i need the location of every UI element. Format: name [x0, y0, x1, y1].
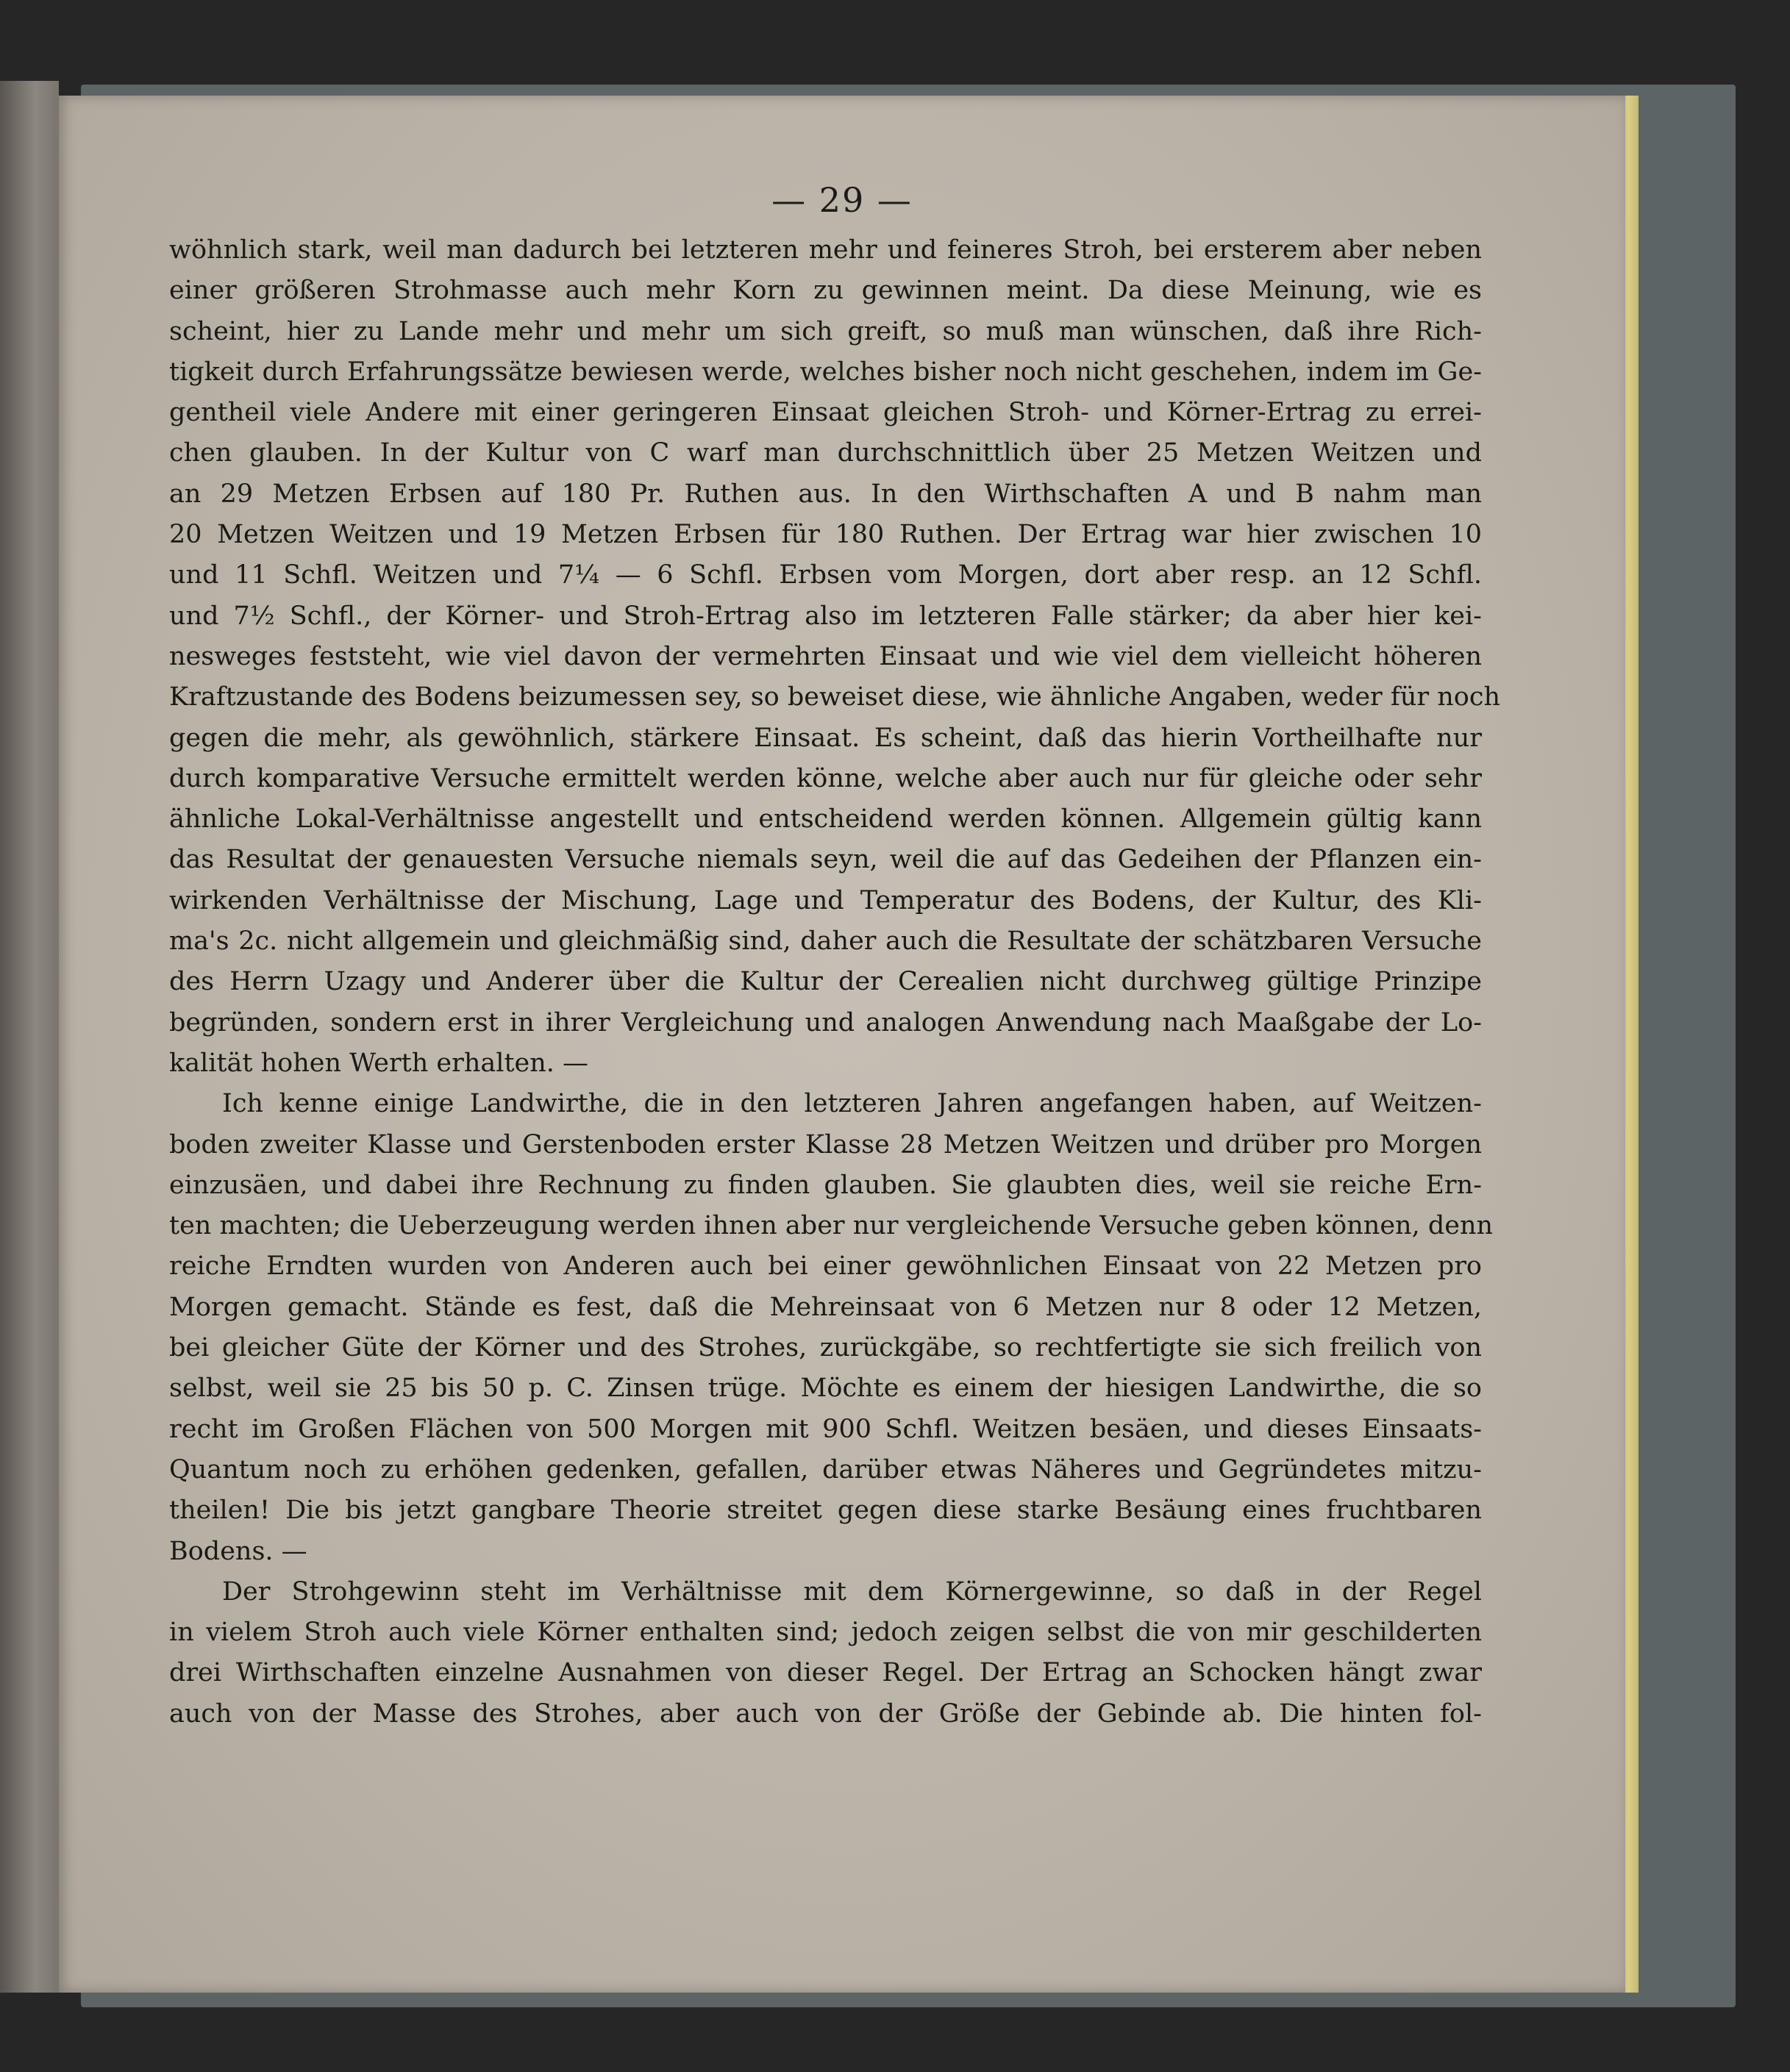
body-text: [169, 230, 1501, 1735]
text-line: chen glauben. In der Kultur von C warf man durchschnittlich über 25 Metzen Weitzen und: [169, 438, 1482, 468]
text-line: scheint, hier zu Lande mehr und mehr um sich greift, so muß man wünschen, daß ihre Rich-: [169, 316, 1482, 346]
text-line: einzusäen, und dabei ihre Rechnung zu finden glauben. Sie glaubten dies, weil sie reiche Ern-: [169, 1170, 1482, 1200]
text-line: selbst, weil sie 25 bis 50 p. C. Zinsen trüge. Möchte es einem der hiesigen Landwirthe, die so: [169, 1373, 1482, 1404]
text-line: nesweges feststeht, wie viel davon der vermehrten Einsaat und wie viel dem vielleicht höheren: [169, 641, 1482, 671]
text-line: gentheil viele Andere mit einer geringeren Einsaat gleichen Stroh- und Körner-Ertrag zu errei-: [169, 398, 1482, 428]
text-line: recht im Großen Flächen von 500 Morgen mit 900 Schfl. Weitzen besäen, und dieses Einsaats-: [169, 1414, 1482, 1444]
text-line: Quantum noch zu erhöhen gedenken, gefallen, darüber etwas Näheres und Gegründetes mitzu-: [169, 1454, 1482, 1485]
text-line: reiche Erndten wurden von Anderen auch bei einer gewöhnlichen Einsaat von 22 Metzen pro: [169, 1251, 1482, 1282]
text-line: kalität hohen Werth erhalten. —: [169, 1048, 589, 1078]
book-page: [59, 96, 1625, 1993]
text-line: gegen die mehr, als gewöhnlich, stärkere Einsaat. Es scheint, daß das hierin Vortheilhafte nur: [169, 723, 1482, 753]
text-line: des Herrn Uzagy und Anderer über die Kultur der Cerealien nicht durchweg gültige Prinzipe: [169, 967, 1482, 997]
text-line: durch komparative Versuche ermittelt werden könne, welche aber auch nur für gleiche oder sehr: [169, 763, 1482, 793]
text-line: theilen! Die bis jetzt gangbare Theorie streitet gegen diese starke Besäung eines fruchtbaren: [169, 1496, 1482, 1526]
text-line: ähnliche Lokal-Verhältnisse angestellt und entscheidend werden können. Allgemein gültig kann: [169, 804, 1482, 835]
text-line: 20 Metzen Weitzen und 19 Metzen Erbsen für 180 Ruthen. Der Ertrag war hier zwischen 10: [169, 520, 1482, 550]
text-line: wirkenden Verhältnisse der Mischung, Lage und Temperatur des Bodens, der Kultur, des Kli-: [169, 885, 1482, 915]
text-line: tigkeit durch Erfahrungssätze bewiesen werde, welches bisher noch nicht geschehen, indem im Ge-: [169, 357, 1482, 387]
book-spine-edge: [0, 81, 59, 1993]
text-line: Morgen gemacht. Stände es fest, daß die Mehreinsaat von 6 Metzen nur 8 oder 12 Metzen,: [169, 1292, 1482, 1322]
text-line: Bodens. —: [169, 1536, 307, 1566]
text-line: drei Wirthschaften einzelne Ausnahmen von dieser Regel. Der Ertrag an Schocken hängt zwar: [169, 1658, 1482, 1688]
text-line: Der Strohgewinn steht im Verhältnisse mit dem Körnergewinne, so daß in der Regel: [222, 1576, 1482, 1607]
text-line: boden zweiter Klasse und Gerstenboden erster Klasse 28 Metzen Weitzen und drüber pro Morgen: [169, 1129, 1482, 1160]
text-line: ma's 2c. nicht allgemein und gleichmäßig sind, daher auch die Resultate der schätzbaren Versuche: [169, 926, 1482, 957]
page-number: — 29 —: [771, 180, 913, 220]
text-line: an 29 Metzen Erbsen auf 180 Pr. Ruthen aus. In den Wirthschaften A und B nahm man: [169, 479, 1482, 509]
text-line: begründen, sondern erst in ihrer Vergleichung und analogen Anwendung nach Maaßgabe der Lo-: [169, 1007, 1482, 1037]
text-line: wöhnlich stark, weil man dadurch bei letzteren mehr und feineres Stroh, bei ersterem aber neben: [169, 235, 1482, 265]
text-line: und 11 Schfl. Weitzen und 7¼ — 6 Schfl. Erbsen vom Morgen, dort aber resp. an 12 Schfl.: [169, 560, 1482, 590]
text-line: einer größeren Strohmasse auch mehr Korn zu gewinnen meint. Da diese Meinung, wie es: [169, 276, 1482, 306]
text-line: Kraftzustande des Bodens beizumessen sey, so beweiset diese, wie ähnliche Angaben, weder für noch: [169, 682, 1501, 712]
text-line: und 7½ Schfl., der Körner- und Stroh-Ertrag also im letzteren Falle stärker; da aber hier kei-: [169, 601, 1482, 631]
text-line: das Resultat der genauesten Versuche niemals seyn, weil die auf das Gedeihen der Pflanzen ein-: [169, 845, 1482, 875]
text-line: in vielem Stroh auch viele Körner enthalten sind; jedoch zeigen selbst die von mir geschilderten: [169, 1618, 1482, 1648]
text-line: bei gleicher Güte der Körner und des Strohes, zurückgäbe, so rechtfertigte sie sich freilich von: [169, 1333, 1482, 1363]
text-line: Ich kenne einige Landwirthe, die in den letzteren Jahren angefangen haben, auf Weitzen-: [222, 1089, 1482, 1119]
text-line: auch von der Masse des Strohes, aber auch von der Größe der Gebinde ab. Die hinten fol-: [169, 1698, 1482, 1729]
text-line: ten machten; die Ueberzeugung werden ihnen aber nur vergleichende Versuche geben können, denn: [169, 1211, 1494, 1241]
